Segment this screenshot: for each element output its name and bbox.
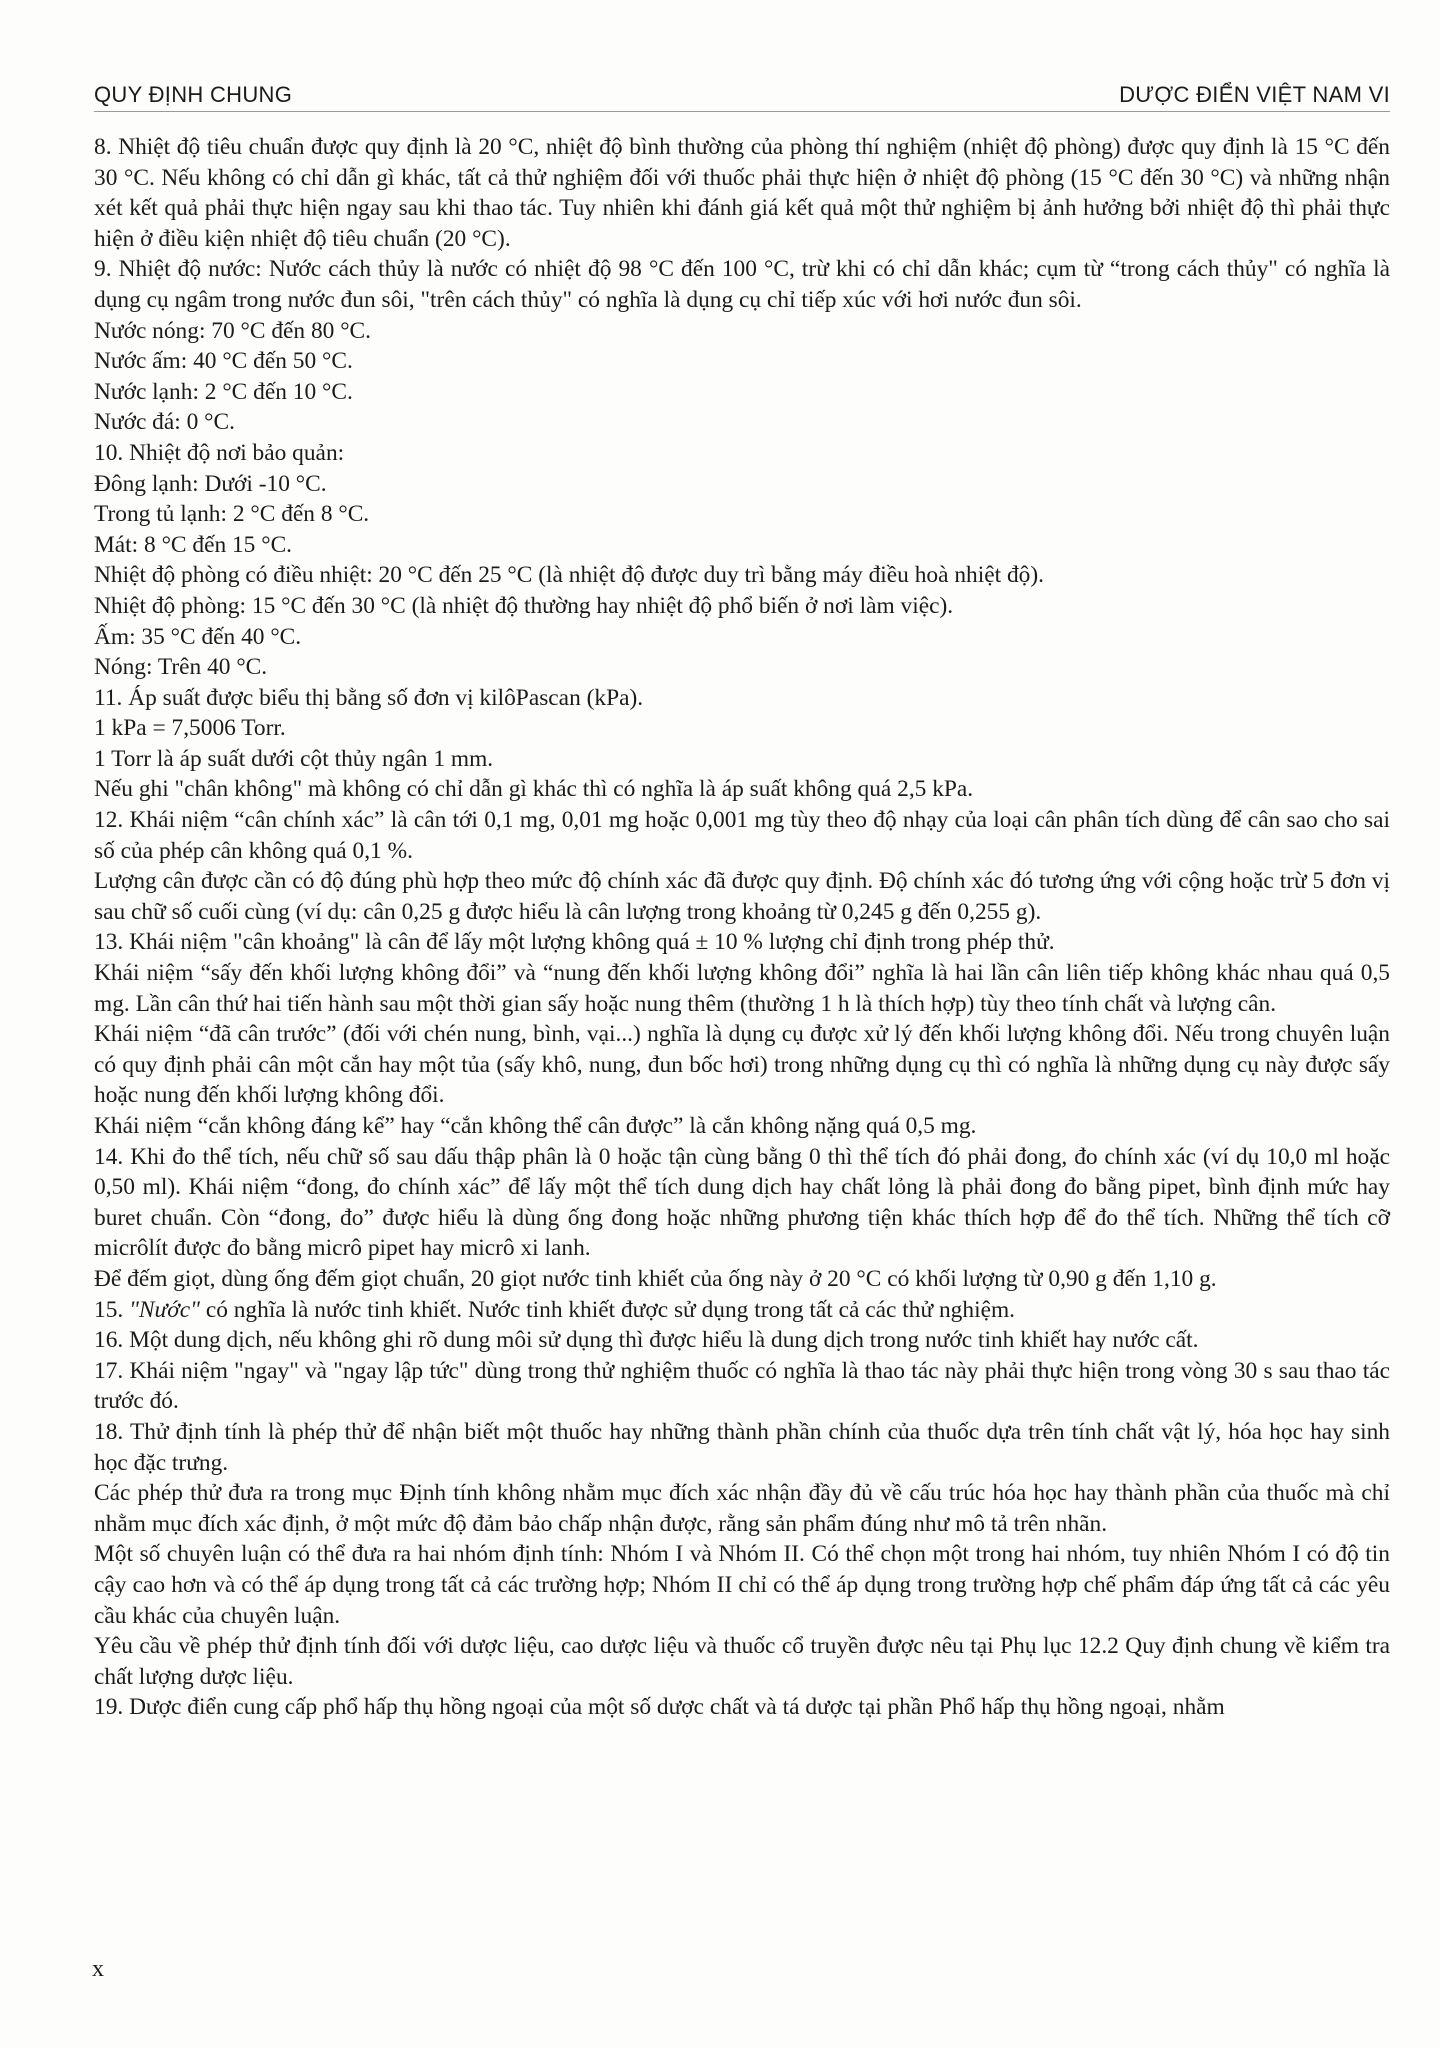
negligible-residue-line: Khái niệm “cắn không đáng kể” hay “cắn không thể cân được” là cắn không nặng quá 0,5 mg. — [94, 1113, 977, 1139]
paragraph-16: 16. Một dung dịch, nếu không ghi rõ dung môi sử dụng thì được hiểu là dung dịch trong nước tinh khiết hay nước cất. — [94, 1327, 1199, 1354]
cold-water-line: Nước lạnh: 2 °C đến 10 °C. — [94, 378, 353, 405]
fridge-line: Trong tủ lạnh: 2 °C đến 8 °C. — [94, 501, 370, 528]
drop-count-line: Để đếm giọt, dùng ống đếm giọt chuẩn, 20 giọt nước tinh khiết của ống này ở 20 °C có khối lượng từ 0,90 g đến 1,10 g. — [94, 1265, 1217, 1292]
warm-water-line: Nước ấm: 40 °C đến 50 °C. — [94, 348, 353, 375]
cool-line: Mát: 8 °C đến 15 °C. — [94, 531, 293, 558]
paragraph-10: 10. Nhiệt độ nơi bảo quản: — [94, 439, 345, 466]
p15-suffix: có nghĩa là nước tinh khiết. Nước tinh khiết được sử dụng trong tất cả các thử nghiệm. — [199, 1296, 1015, 1323]
frozen-line: Đông lạnh: Dưới -10 °C. — [94, 470, 327, 497]
identification-groups-paragraph: Một số chuyên luận có thể đưa ra hai nhóm định tính: Nhóm I và Nhóm II. Có thể chọn một trong hai nhóm, tuy nhiên Nhóm I có độ tin cậy cao hơn và có thể áp dụng trong tất cả các trường hợp; Nhóm II chỉ có thể áp dụng trong trường hợp chế phẩm đáp ứng tất cả các yêu cầu khác của chuyên luận. — [94, 1541, 1390, 1629]
room-temp-line: Nhiệt độ phòng: 15 °C đến 30 °C (là nhiệt độ thường hay nhiệt độ phổ biến ở nơi làm việc). — [94, 592, 954, 619]
constant-mass-paragraph: Khái niệm “sấy đến khối lượng không đổi” và “nung đến khối lượng không đổi” nghĩa là hai lần cân liên tiếp không khác nhau quá 0,5 mg. Lần cân thứ hai tiến hành sau một thời gian sấy hoặc nung thêm (thường 1 h là thích hợp) tùy theo tính chất và lượng cân. — [94, 960, 1390, 1017]
p15-italic-term: "Nước" — [129, 1296, 200, 1323]
paragraph-13: 13. Khái niệm "cân khoảng" là cân để lấy một lượng không quá ± 10 % lượng chỉ định trong phép thử. — [94, 929, 1055, 956]
book-title: DƯỢC ĐIỂN VIỆT NAM VI — [1119, 82, 1390, 107]
vacuum-line: Nếu ghi "chân không" mà không có chỉ dẫn gì khác thì có nghĩa là áp suất không quá 2,5 kPa. — [94, 776, 974, 803]
paragraph-15 — [94, 1295, 1390, 1326]
page-number: x — [92, 1956, 104, 1982]
body-text — [94, 132, 1390, 1723]
herbal-identification-paragraph: Yêu cầu về phép thử định tính đối với dược liệu, cao dược liệu và thuốc cổ truyền được nêu tại Phụ lục 12.2 Quy định chung về kiểm tra chất lượng dược liệu. — [94, 1633, 1390, 1690]
torr-definition-line: 1 Torr là áp suất dưới cột thủy ngân 1 mm. — [94, 745, 494, 772]
pre-weighed-paragraph: Khái niệm “đã cân trước” (đối với chén nung, bình, vại...) nghĩa là dụng cụ được xử lý đến khối lượng không đổi. Nếu trong chuyên luận có quy định phải cân một cắn hay một tủa (sấy khô, nung, đun bốc hơi) trong những dụng cụ thì có nghĩa là những dụng cụ này được sấy hoặc nung đến khối lượng không đổi. — [94, 1021, 1390, 1109]
paragraph-18: 18. Thử định tính là phép thử để nhận biết một thuốc hay những thành phần chính của thuốc dựa trên tính chất vật lý, hóa học hay sinh học đặc trưng. — [94, 1418, 1390, 1476]
paragraph-14: 14. Khi đo thể tích, nếu chữ số sau dấu thập phân là 0 hoặc tận cùng bằng 0 thì thể tích đó phải đong, đo chính xác (ví dụ 10,0 ml hoặc 0,50 ml). Khái niệm “đong, đo chính xác” để lấy một thể tích dung dịch hay chất lỏng là phải đong đo bằng pipet, bình định mức hay buret chuẩn. Còn “đong, đo” được hiểu là dùng ống đong hoặc những phương tiện khác thích hợp để đo thể tích. Những thể tích cỡ micrôlít được đo bằng micrô pipet hay micrô xi lanh. — [94, 1143, 1390, 1262]
hot-line: Nóng: Trên 40 °C. — [94, 654, 268, 681]
kpa-torr-line: 1 kPa = 7,5006 Torr. — [94, 715, 286, 742]
controlled-room-line: Nhiệt độ phòng có điều nhiệt: 20 °C đến 25 °C (là nhiệt độ được duy trì bằng máy điều hoà nhiệt độ). — [94, 562, 1044, 589]
paragraph-8: 8. Nhiệt độ tiêu chuẩn được quy định là 20 °C, nhiệt độ bình thường của phòng thí nghiệm (nhiệt độ phòng) được quy định là 15 °C đến 30 °C. Nếu không có chỉ dẫn gì khác, tất cả thử nghiệm đối với thuốc phải thực hiện ở nhiệt độ phòng (15 °C đến 30 °C) và những nhận xét kết quả phải thực hiện ngay sau khi thao tác. Tuy nhiên khi đánh giá kết quả một thử nghiệm bị ảnh hưởng bởi nhiệt độ thì phải thực hiện ở điều kiện nhiệt độ tiêu chuẩn (20 °C). — [94, 134, 1390, 252]
paragraph-17: 17. Khái niệm "ngay" và "ngay lập tức" dùng trong thử nghiệm thuốc có nghĩa là thao tác này phải thực hiện trong vòng 30 s sau thao tác trước đó. — [94, 1357, 1390, 1415]
identification-purpose-paragraph: Các phép thử đưa ra trong mục Định tính không nhằm mục đích xác nhận đầy đủ về cấu trúc hóa học hay thành phần của thuốc mà chỉ nhằm mục đích xác định, ở một mức độ đảm bảo chấp nhận được, rằng sản phẩm đúng như mô tả trên nhãn. — [94, 1480, 1390, 1537]
page-header — [94, 82, 1390, 112]
p15-prefix: 15. — [94, 1296, 130, 1323]
paragraph-9: 9. Nhiệt độ nước: Nước cách thủy là nước có nhiệt độ 98 °C đến 100 °C, trừ khi có chỉ dẫn khác; cụm từ “trong cách thủy" có nghĩa là dụng cụ ngâm trong nước đun sôi, "trên cách thủy" có nghĩa là dụng cụ chỉ tiếp xúc với hơi nước đun sôi. — [94, 256, 1390, 313]
weighing-accuracy-paragraph: Lượng cân được cần có độ đúng phù hợp theo mức độ chính xác đã được quy định. Độ chính xác đó tương ứng với cộng hoặc trừ 5 đơn vị sau chữ số cuối cùng (ví dụ: cân 0,25 g được hiểu là cân lượng trong khoảng từ 0,245 g đến 0,255 g). — [94, 868, 1390, 925]
warm-line: Ấm: 35 °C đến 40 °C. — [94, 623, 302, 650]
hot-water-line: Nước nóng: 70 °C đến 80 °C. — [94, 317, 371, 344]
paragraph-11: 11. Áp suất được biểu thị bằng số đơn vị kilôPascan (kPa). — [94, 684, 644, 711]
paragraph-19: 19. Dược điển cung cấp phổ hấp thụ hồng ngoại của một số dược chất và tá dược tại phần Phổ hấp thụ hồng ngoại, nhằm — [94, 1694, 1225, 1721]
paragraph-12: 12. Khái niệm “cân chính xác” là cân tới 0,1 mg, 0,01 mg hoặc 0,001 mg tùy theo độ nhạy của loại cân phân tích dùng để cân sao cho sai số của phép cân không quá 0,1 %. — [94, 807, 1390, 864]
section-title: QUY ĐỊNH CHUNG — [94, 82, 293, 107]
ice-water-line: Nước đá: 0 °C. — [94, 409, 235, 436]
